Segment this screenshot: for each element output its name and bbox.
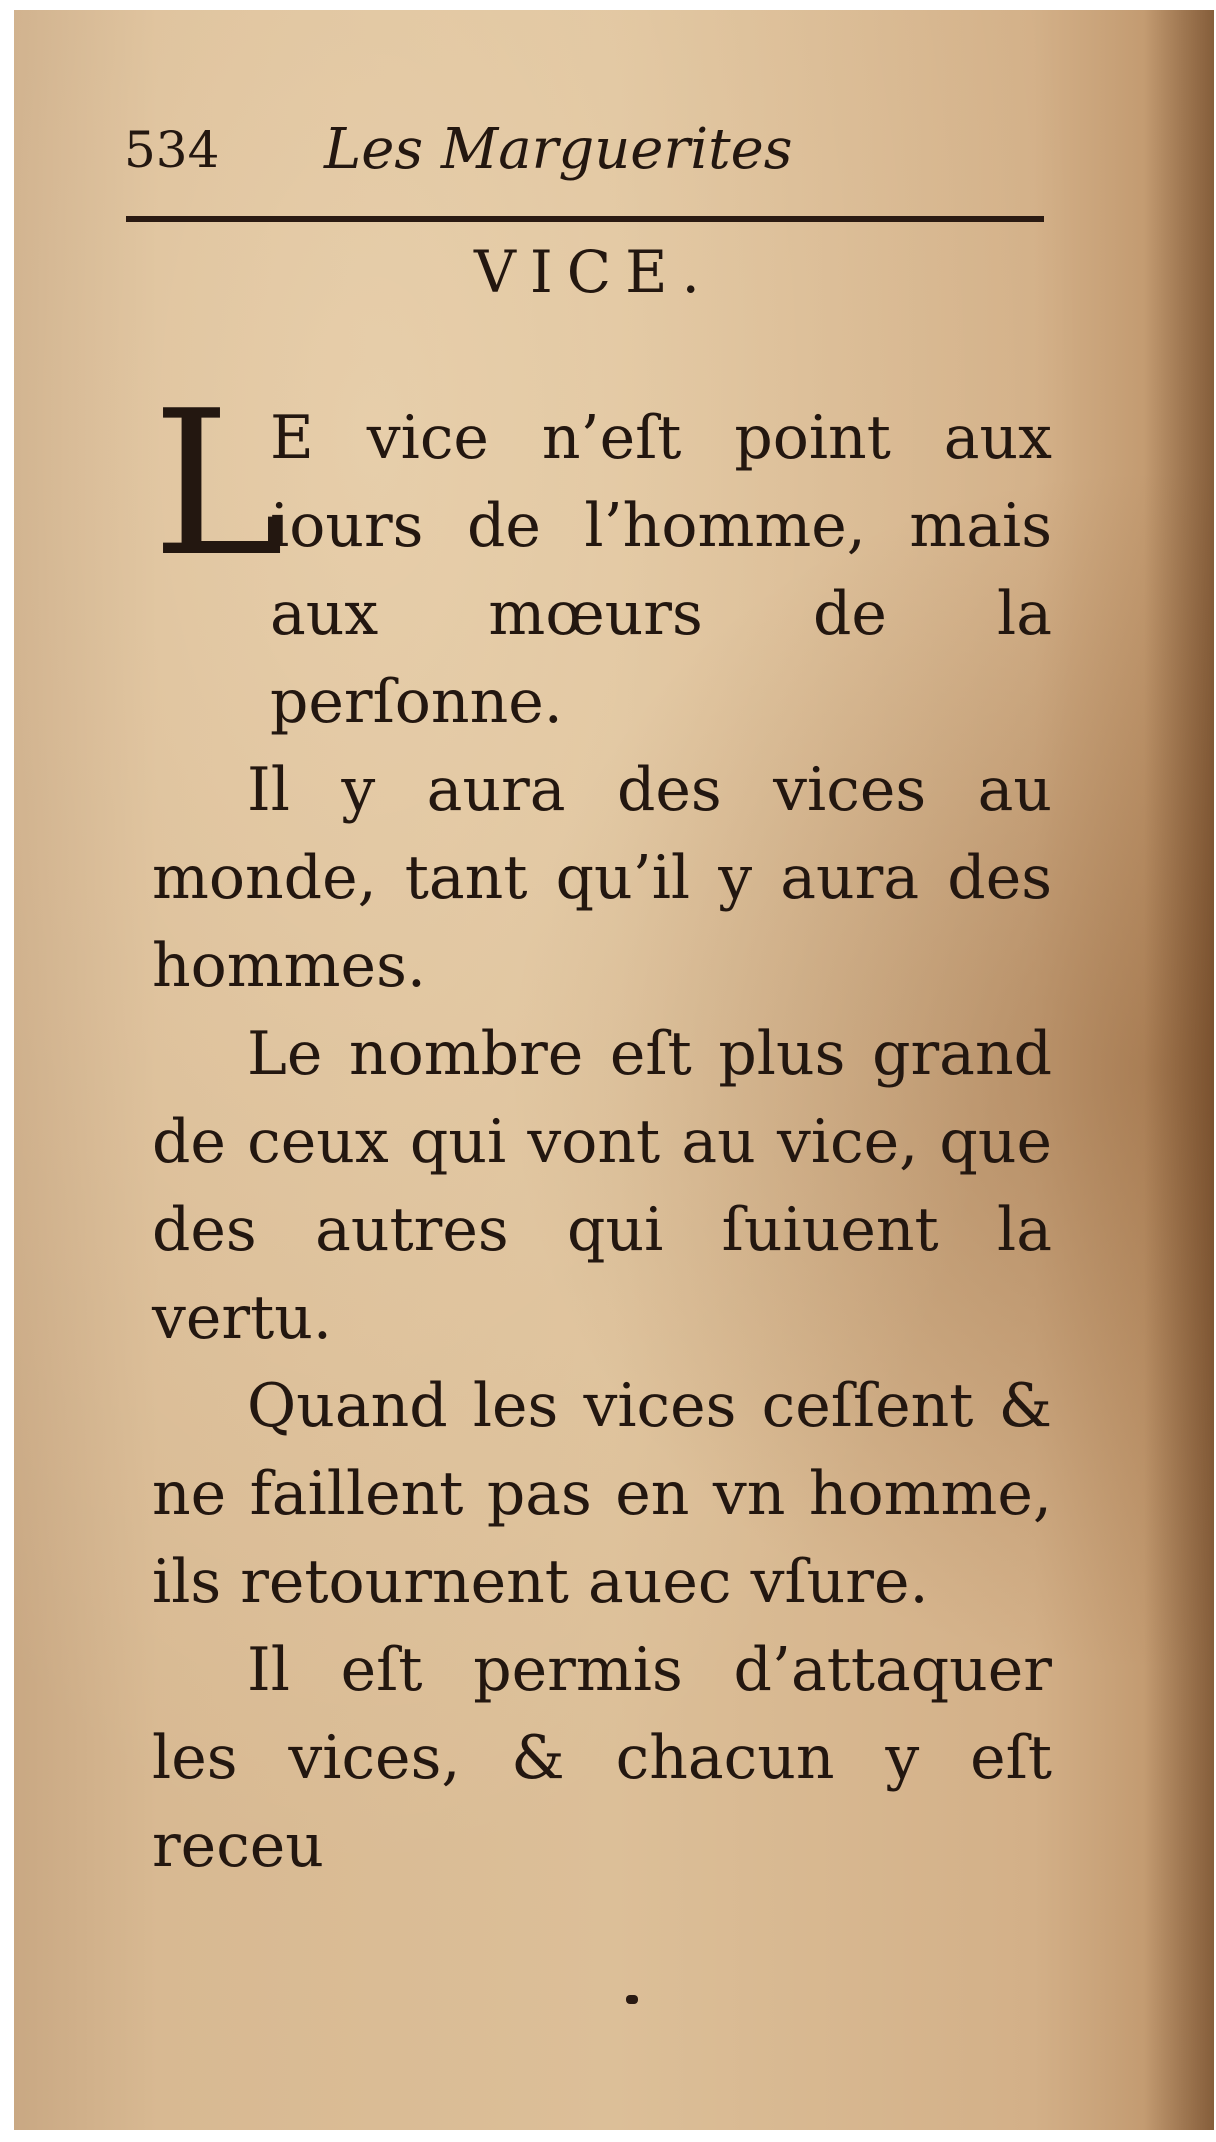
drop-capital: L <box>152 368 285 601</box>
book-page <box>14 10 1214 2130</box>
page-mark <box>626 1995 638 2004</box>
header-rule <box>126 216 1044 222</box>
body-text <box>152 368 1052 1890</box>
page-edge-shadow <box>1144 10 1214 2130</box>
page-number: 534 <box>124 121 220 179</box>
paragraph-3: Le nombre eſt plus grand de ceux qui vont au vice, que des autres qui ſuiuent la vertu. <box>152 1019 1052 1353</box>
paragraph-4: Quand les vices ceſſent & ne faillent pas en vn homme, ils retournent auec vſure. <box>152 1371 1052 1617</box>
running-title: Les Marguerites <box>324 117 793 182</box>
paragraph-5: Il eſt permis d’attaquer les vices, & chacun y eſt receu <box>152 1635 1052 1881</box>
paragraph-2: Il y aura des vices au monde, tant qu’il y aura des hommes. <box>152 755 1052 1001</box>
section-title: VICE. <box>474 238 714 306</box>
page-header <box>114 110 1074 190</box>
paragraph-1 <box>152 368 1052 746</box>
paragraph-1-text: E vice n’eſt point aux iours de l’homme, mais aux mœurs de la perſonne. <box>270 403 1052 737</box>
